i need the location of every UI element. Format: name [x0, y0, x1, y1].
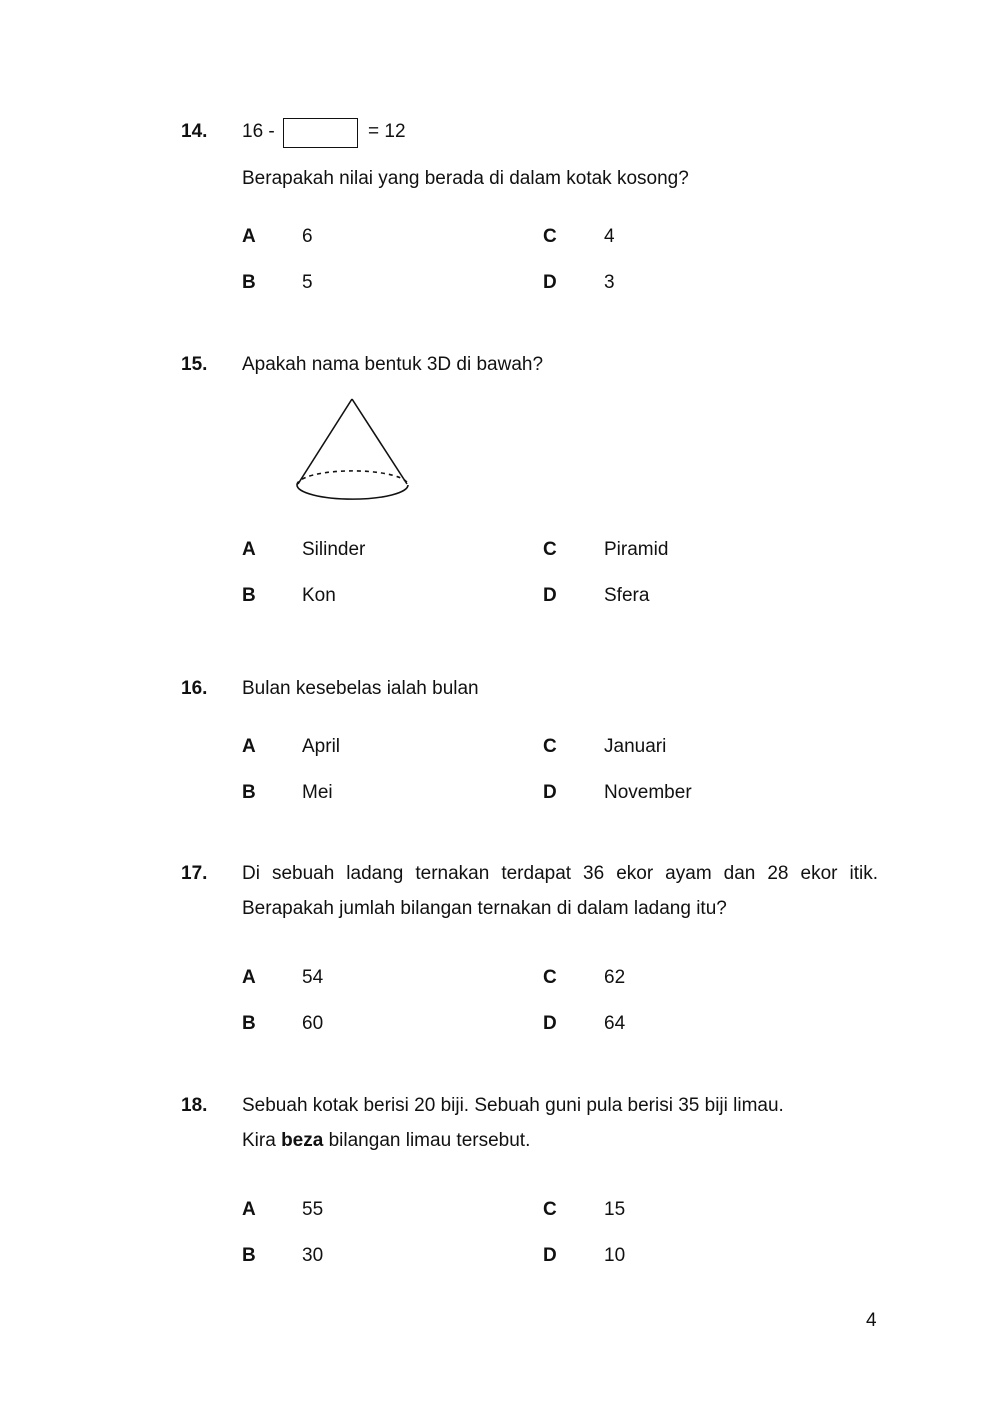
prompt-emphasis: beza	[281, 1130, 324, 1151]
option-value-c: 62	[604, 967, 626, 988]
cone-icon	[290, 394, 416, 506]
option-value-d: 10	[604, 1245, 626, 1266]
option-letter-a: A	[242, 967, 256, 988]
option-letter-a: A	[242, 539, 256, 560]
option-value-d: 3	[604, 272, 615, 293]
option-letter-c: C	[543, 539, 557, 560]
question-number: 15.	[181, 354, 208, 375]
prompt-text-before: Kira	[242, 1130, 282, 1151]
equation-right: = 12	[368, 121, 406, 142]
option-letter-b: B	[242, 1013, 256, 1034]
option-letter-a: A	[242, 226, 256, 247]
option-letter-c: C	[543, 1199, 557, 1220]
answer-blank-box	[283, 118, 358, 148]
option-value-a: Silinder	[302, 539, 366, 560]
question-number: 16.	[181, 678, 208, 699]
option-letter-d: D	[543, 782, 557, 803]
option-value-a: 54	[302, 967, 324, 988]
question-prompt-line-2	[242, 1130, 530, 1152]
option-letter-d: D	[543, 585, 557, 606]
option-value-a: April	[302, 736, 341, 757]
option-value-a: 6	[302, 226, 313, 247]
question-prompt: Berapakah nilai yang berada di dalam kotak kosong?	[242, 168, 689, 189]
option-letter-b: B	[242, 1245, 256, 1266]
question-number: 18.	[181, 1095, 208, 1116]
option-letter-c: C	[543, 967, 557, 988]
option-letter-d: D	[543, 1013, 557, 1034]
option-letter-b: B	[242, 782, 256, 803]
question-prompt: Apakah nama bentuk 3D di bawah?	[242, 354, 544, 375]
option-letter-b: B	[242, 585, 256, 606]
option-value-b: Mei	[302, 782, 333, 803]
option-value-a: 55	[302, 1199, 324, 1220]
option-letter-a: A	[242, 736, 256, 757]
prompt-text-after: bilangan limau tersebut.	[323, 1130, 531, 1151]
page-number: 4	[866, 1310, 877, 1331]
question-prompt: Bulan kesebelas ialah bulan	[242, 678, 479, 699]
option-value-b: Kon	[302, 585, 336, 606]
option-value-c: Piramid	[604, 539, 669, 560]
option-value-d: 64	[604, 1013, 626, 1034]
option-value-b: 60	[302, 1013, 324, 1034]
option-letter-c: C	[543, 736, 557, 757]
option-value-b: 5	[302, 272, 313, 293]
option-value-c: Januari	[604, 736, 667, 757]
option-letter-d: D	[543, 272, 557, 293]
question-prompt-line-1: Di sebuah ladang ternakan terdapat 36 ekor ayam dan 28 ekor itik.	[242, 863, 878, 884]
question-prompt-line-1: Sebuah kotak berisi 20 biji. Sebuah guni pula berisi 35 biji limau.	[242, 1095, 784, 1116]
question-number: 14.	[181, 121, 208, 142]
option-letter-d: D	[543, 1245, 557, 1266]
option-letter-a: A	[242, 1199, 256, 1220]
option-value-b: 30	[302, 1245, 324, 1266]
option-letter-c: C	[543, 226, 557, 247]
option-value-d: November	[604, 782, 692, 803]
question-prompt-line-2: Berapakah jumlah bilangan ternakan di dalam ladang itu?	[242, 898, 727, 919]
option-value-d: Sfera	[604, 585, 650, 606]
option-letter-b: B	[242, 272, 256, 293]
question-number: 17.	[181, 863, 208, 884]
option-value-c: 4	[604, 226, 615, 247]
option-value-c: 15	[604, 1199, 626, 1220]
equation-left: 16 -	[242, 121, 275, 142]
